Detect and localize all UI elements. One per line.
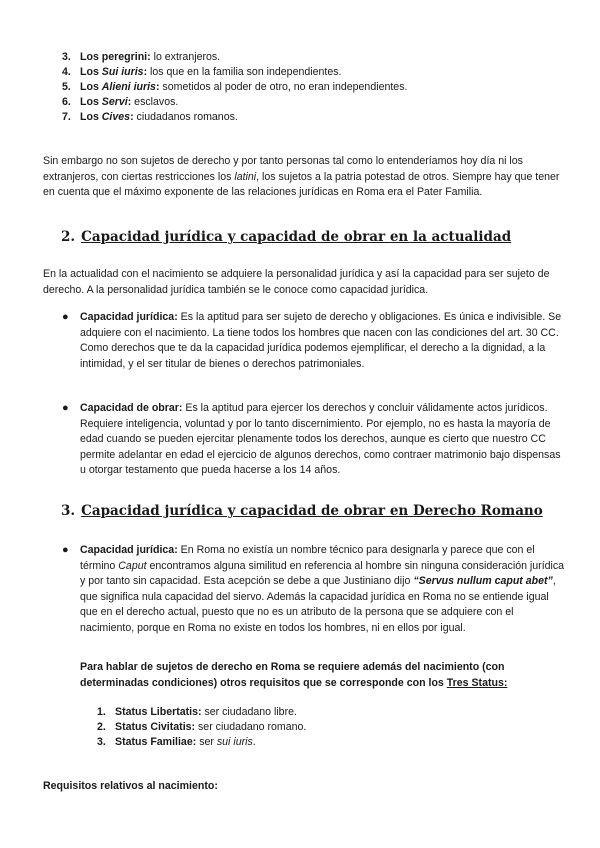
status-item-familiae: 3. Status Familiae: ser sui iuris.	[97, 736, 256, 748]
list-item-cives: 7. Los Cives: ciudadanos romanos.	[62, 111, 238, 123]
bullet-dot-icon: ●	[62, 402, 69, 414]
status-item-libertatis: 1. Status Libertatis: ser ciudadano libre.	[97, 706, 297, 718]
list-item-servi: 6. Los Servi: esclavos.	[62, 96, 179, 108]
bullet-capacidad-juridica-actual: ● Capacidad jurídica: Es la aptitud para ser sujeto de derecho y obligaciones. Es única e indivisible. Se adquiere con el nacimiento. La tiene todos los hombres que nacen con las condiciones del art. 30 CC. Como derechos que te da la capacidad jurídica podemos ejemplificar, el derecho a la dignidad, a la intimidad, y el ser titular de bienes o derechos patrimoniales.	[62, 311, 562, 370]
list-item-alieni-iuris: 5. Los Alieni iuris: sometidos al poder de otro, no eran independientes.	[62, 81, 408, 93]
bullet-dot-icon: ●	[62, 311, 69, 323]
section-3-heading: 3. Capacidad jurídica y capacidad de obrar en Derecho Romano	[61, 503, 543, 519]
requisitos-nacimiento-heading: Requisitos relativos al nacimiento:	[43, 780, 218, 792]
bullet-capacidad-juridica-romano: ● Capacidad jurídica: En Roma no existía un nombre técnico para designarla y parece que con el término Caput encontramos alguna similitud en referencia al hombre sin ninguna consideración jurídica y por tanto sin capacidad. Esta acepción se debe a que Justiniano dijo “Servus nullum caput abet”, que significa nula capacidad del siervo. Además la capacidad jurídica en Roma no se entiende igual que en el derecho actual, puesto que no es un atributo de la persona que se adquiere con el nacimiento, porque en Roma no existe en todos los hombres, ni en ellos por igual.	[62, 544, 565, 634]
list-item-sui-iuris: 4. Los Sui iuris: los que en la familia son independientes.	[62, 66, 342, 78]
intro-paragraph: Sin embargo no son sujetos de derecho y por tanto personas tal como lo entenderíamos hoy día ni los extranjeros, con ciertas restricciones los latini, los sujetos a la patria potestad de otros. Siempre hay que tener en cuenta que el máximo exponente de las relaciones jurídicas en Roma era el Pater Familia.	[43, 155, 560, 198]
status-item-civitatis: 2. Status Civitatis: ser ciudadano romano.	[97, 721, 307, 733]
section-2-heading: 2. Capacidad jurídica y capacidad de obrar en la actualidad	[61, 229, 512, 245]
bullet-capacidad-obrar-actual: ● Capacidad de obrar: Es la aptitud para ejercer los derechos y concluir válidamente actos jurídicos. Requiere inteligencia, voluntad y por lo tanto discernimiento. Por ejemplo, no es hasta la mayoría de edad cuando se pueden ejercitar plenamente todos los derechos, aunque es cierto que nuestro CC permite adelantar en edad el ejercicio de algunos derechos, como contraer matrimonio bajo dispensas u otorgar testamento que pueda hacerse a los 14 años.	[62, 402, 561, 476]
requisitos-paragraph: Para hablar de sujetos de derecho en Roma se requiere además del nacimiento (con determinadas condiciones) otros requisitos que se corresponde con los Tres Status:	[80, 661, 508, 689]
list-item-peregrini: 3. Los peregrini: lo extranjeros.	[62, 51, 221, 63]
section-2-paragraph: En la actualidad con el nacimiento se adquiere la personalidad jurídica y así la capacidad para ser sujeto de derecho. A la personalidad jurídica también se le conoce como capacidad jurídica.	[43, 268, 550, 296]
bullet-dot-icon: ●	[62, 544, 69, 556]
